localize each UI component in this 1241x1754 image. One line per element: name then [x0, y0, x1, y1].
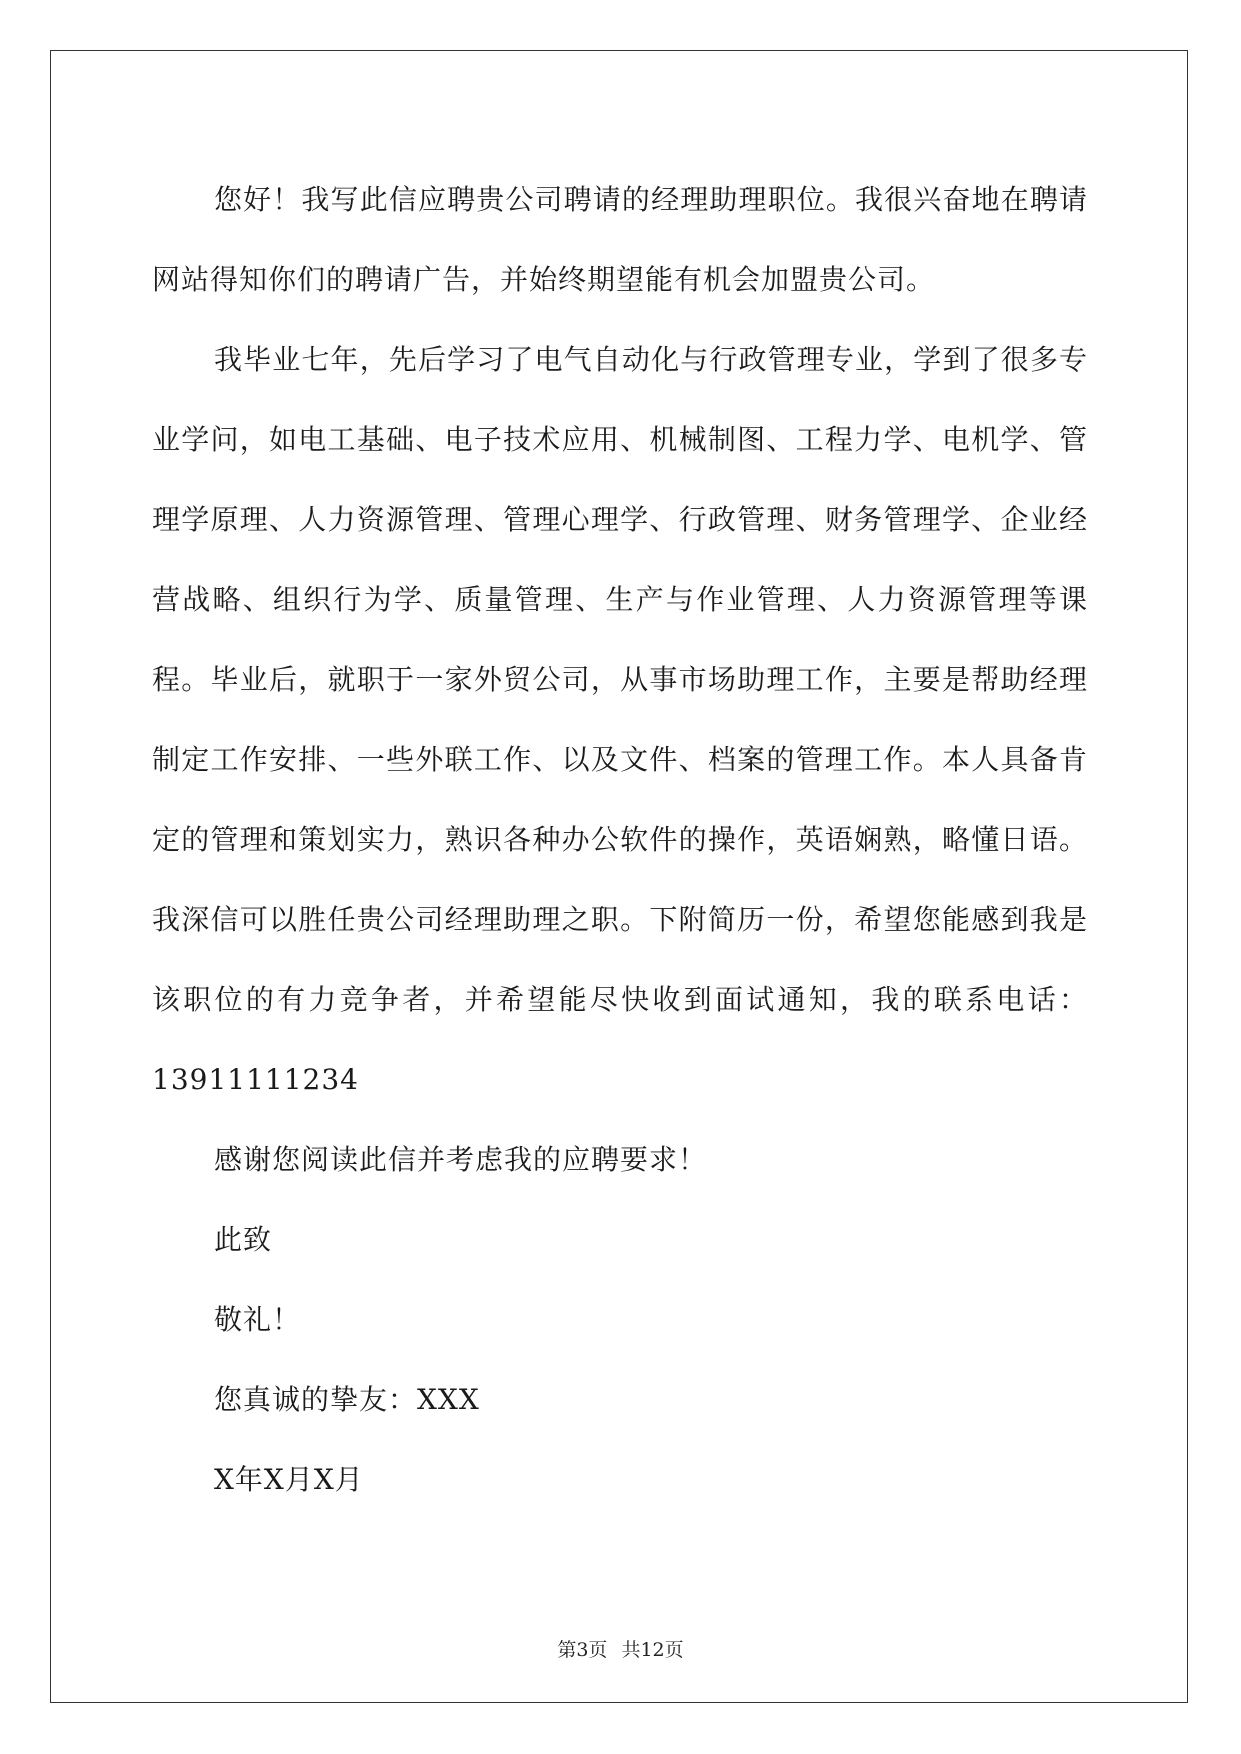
paragraph-greeting: 您好！我写此信应聘贵公司聘请的经理助理职位。我很兴奋地在聘请网站得知你们的聘请广告，并始终期望能有机会加盟贵公司。	[152, 183, 1088, 296]
paragraph-experience: 我毕业七年，先后学习了电气自动化与行政管理专业，学到了很多专业学问，如电工基础、电子技术应用、机械制图、工程力学、电机学、管理学原理、人力资源管理、管理心理学、行政管理、财务管理学、企业经营战略、组织行为学、质量管理、生产与作业管理、人力资源管理等课程。毕业后，就职于一家外贸公司，从事市场助理工作，主要是帮助经理制定工作安排、一些外联工作、以及文件、档案的管理工作。本人具备肯定的管理和策划实力，熟识各种办公软件的操作，英语娴熟，略懂日语。我深信可以胜任贵公司经理助理之职。下附简历一份，希望您能感到我是该职位的有力竞争者，并希望能尽快收到面试通知，我的联系电话：13911111234	[152, 343, 1088, 1096]
signature-line: 您真诚的挚友：XXX	[214, 1383, 480, 1416]
page-number-current: 第3页	[557, 1639, 608, 1661]
page-number-total: 共12页	[621, 1639, 684, 1661]
date-line: X年X月X月	[214, 1463, 364, 1496]
salute-line: 敬礼！	[214, 1303, 302, 1336]
thanks-line: 感谢您阅读此信并考虑我的应聘要求！	[214, 1143, 708, 1176]
closing-line: 此致	[214, 1223, 273, 1256]
page-footer	[0, 1635, 1241, 1662]
letter-body	[152, 160, 1088, 1520]
